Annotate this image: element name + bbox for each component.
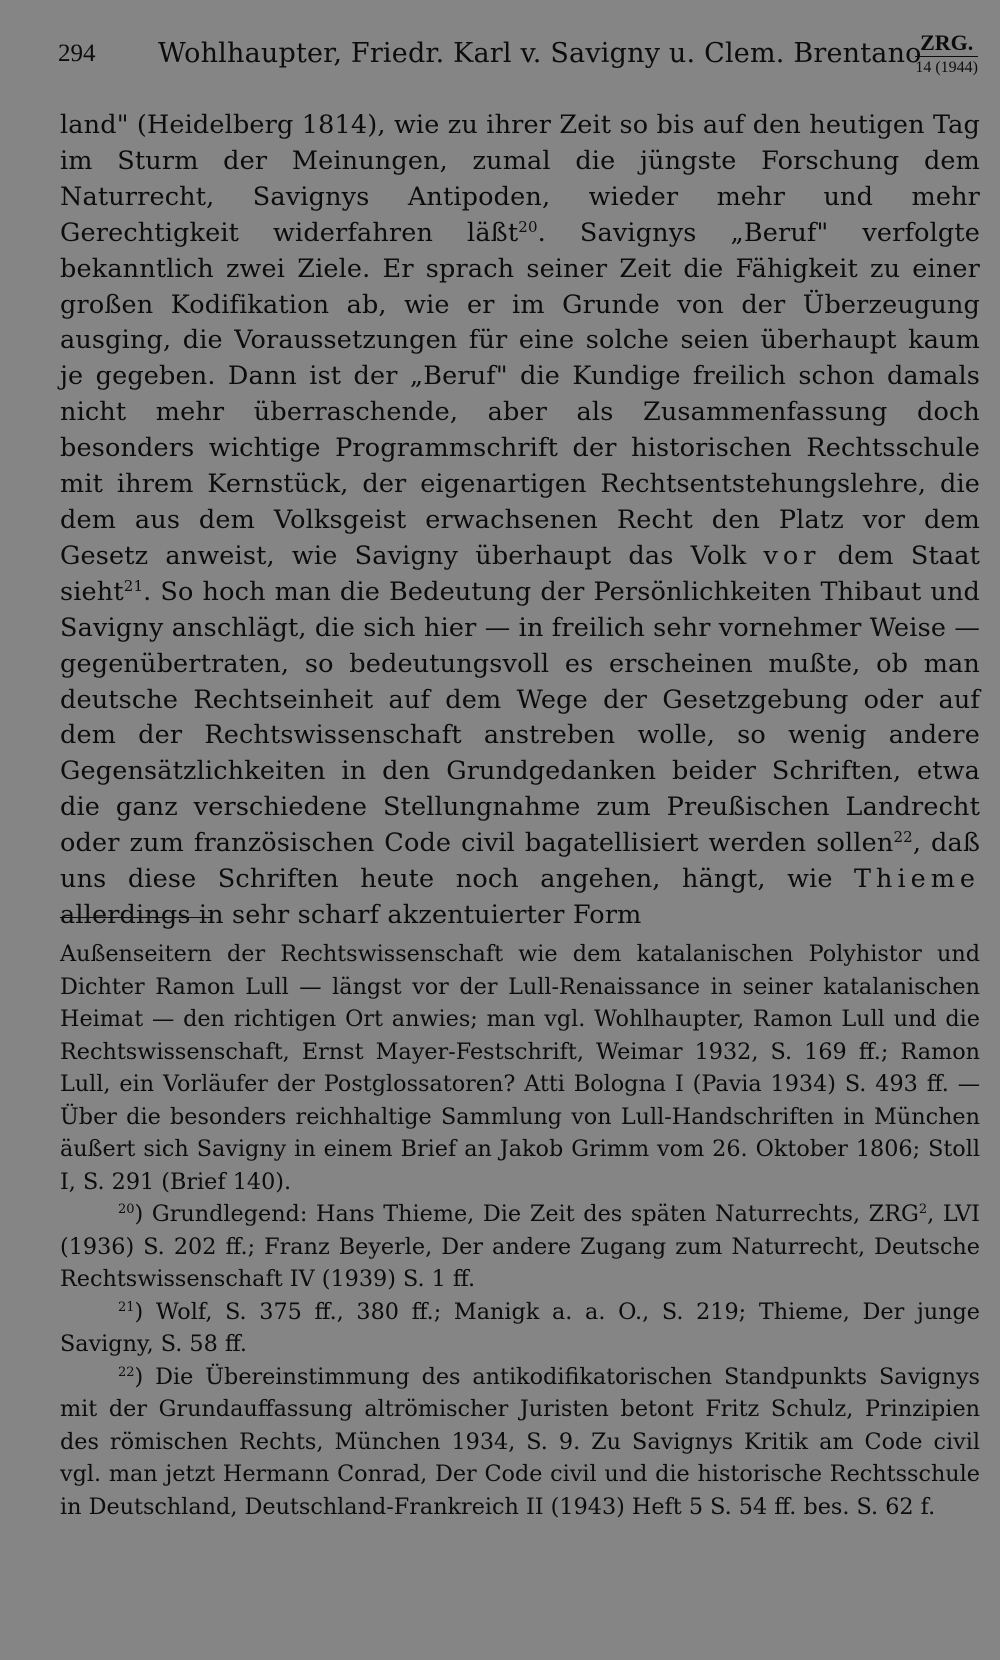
footnote-mark: 22 bbox=[118, 1364, 135, 1380]
footnote-divider bbox=[60, 917, 212, 918]
body-paragraph bbox=[60, 108, 980, 934]
footnote-continuation: Außenseitern der Rechtswissenschaft wie dem katalanischen Polyhistor und Dichter Ramon Lull — längst vor der Lull-Renaissance in seiner katalanischen Heimat — den richtigen Ort anwies; man vgl. Wohlhaupter, Ramon Lull und die Rechtswissenschaft, Ernst Mayer-Festschrift, Weimar 1932, S. 169 ff.; Ramon Lull, ein Vorläufer der Postglossatoren? Atti Bologna I (Pavia 1934) S. 493 ff. — Über die besonders reichhaltige Sammlung von Lull-Handschriften in München äußert sich Savigny in einem Brief an Jakob Grimm vom 26. Oktober 1806; Stoll I, S. 291 (Brief 140). bbox=[60, 941, 980, 1195]
body-text: , daß uns diese Schriften heute noch angehen, hängt, wie bbox=[60, 828, 980, 895]
body-text: land" (Heidelberg 1814), wie zu ihrer Zeit so bis auf den heutigen Tag im Sturm der Meinungen, zumal die jüngste Forschung dem Naturrecht, Savignys Antipoden, wieder mehr und mehr Gerechtigkeit widerfahren läßt bbox=[60, 110, 980, 248]
footnote-text: ) Die Übereinstimmung des antikodifikatorischen Standpunkts Savignys mit der Grundauffassung altrömischer Juristen betont Fritz Schulz, Prinzipien des römischen Rechts, München 1934, S. 9. Zu Savignys Kritik am Code civil vgl. man jetzt Hermann Conrad, Der Code civil und die historische Rechtsschule in Deutschland, Deutschland-Frankreich II (1943) Heft 5 S. 54 ff. bes. S. 62 f. bbox=[60, 1363, 980, 1520]
footnote-ref-21: 21 bbox=[123, 576, 144, 595]
body-text: . Savignys „Beruf" verfolgte bekanntlich zwei Ziele. Er sprach seiner Zeit die Fähigkeit zu einer großen Kodifikation ab, wie er im Grunde von der Überzeugung ausging, die Voraussetzungen für eine solche seien überhaupt kaum je gegeben. Dann ist der „Beruf" die Kundige freilich schon damals nicht mehr überraschende, aber als Zusammenfassung doch besonders wichtige Programmschrift der historischen Rechtsschule mit ihrem Kernstück, der eigenartigen Rechtsentstehungslehre, die dem aus dem Volksgeist erwachsenen Recht den Platz vor dem Gesetz anweist, wie Savigny überhaupt das Volk bbox=[60, 217, 980, 571]
body-text: dem Staat sieht bbox=[60, 540, 980, 607]
footnote-21 bbox=[60, 1296, 980, 1361]
journal-reference bbox=[915, 30, 978, 79]
emphasis-spaced: Thieme bbox=[854, 864, 980, 895]
main-text bbox=[60, 108, 980, 934]
body-text: allerdings in sehr scharf akzentuierter Form bbox=[60, 899, 642, 930]
journal-abbrev: ZRG. bbox=[915, 30, 978, 57]
page-header bbox=[58, 28, 978, 88]
running-head: Wohlhaupter, Friedr. Karl v. Savigny u. Clem. Brentano bbox=[158, 38, 922, 69]
footnote-mark: 20 bbox=[118, 1202, 135, 1217]
footnote-text: ) Wolf, S. 375 ff., 380 ff.; Manigk a. a. O., S. 219; Thieme, Der junge Savigny, S. 58 ff. bbox=[60, 1298, 980, 1357]
footnote-ref-22: 22 bbox=[893, 828, 913, 847]
footnote-22 bbox=[60, 1361, 980, 1524]
journal-volume: 14 (1944) bbox=[915, 59, 978, 76]
superscript: 2 bbox=[918, 1202, 928, 1217]
footnotes bbox=[60, 938, 980, 1523]
footnote-text: ) Grundlegend: Hans Thieme, Die Zeit des späten Naturrechts, ZRG bbox=[134, 1201, 919, 1227]
emphasis-spaced: vor bbox=[763, 540, 821, 571]
page-number: 294 bbox=[58, 40, 96, 67]
body-text: . So hoch man die Bedeutung der Persönlichkeiten Thibaut und Savigny anschlägt, die sich hier — in freilich sehr vornehmer Weise — gegenübertraten, so bedeutungsvoll es erscheinen mußte, ob man deutsche Rechtseinheit auf dem Wege der Gesetzgebung oder auf dem der Rechtswissenschaft anstreben wolle, so wenig andere Gegensätzlichkeiten in den Grundgedanken beider Schriften, etwa die ganz verschiedene Stellungnahme zum Preußischen Landrecht oder zum französischen Code civil bagatellisiert werden sollen bbox=[60, 576, 980, 859]
footnote-mark: 21 bbox=[118, 1299, 135, 1315]
footnote-20 bbox=[60, 1198, 980, 1296]
footnote-text: , LVI (1936) S. 202 ff.; Franz Beyerle, Der andere Zugang zum Naturrecht, Deutsche Rechtswissenschaft IV (1939) S. 1 ff. bbox=[60, 1201, 980, 1292]
footnote-ref-20: 20 bbox=[518, 217, 538, 236]
